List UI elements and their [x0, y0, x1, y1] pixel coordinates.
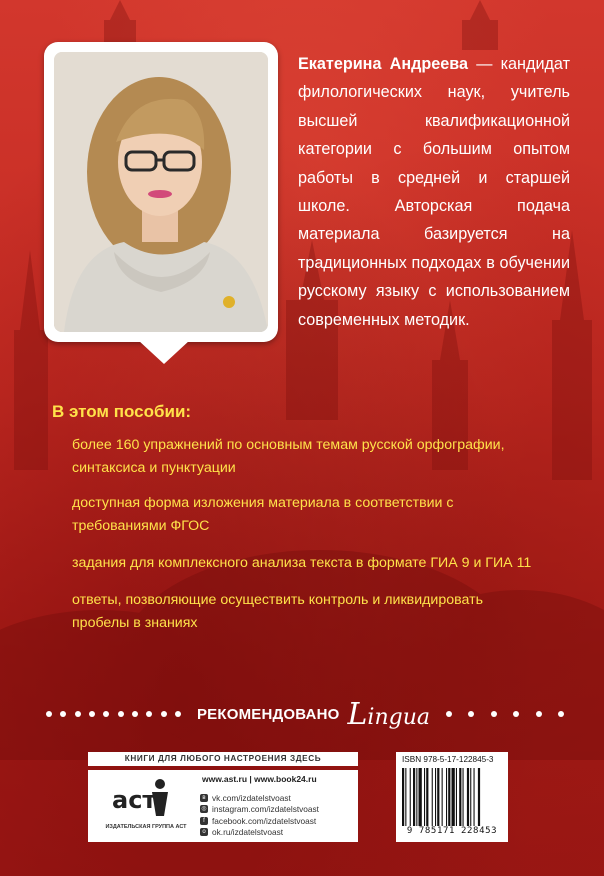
barcode-bar	[413, 768, 415, 826]
barcode-bar	[470, 768, 471, 826]
barcode-bar	[405, 768, 406, 826]
feature-item: более 160 упражнений по основным темам русской орфографии, синтаксиса и пунктуации	[72, 437, 505, 476]
barcode-bar	[446, 768, 447, 826]
barcode-bar	[474, 768, 475, 826]
feature-item: доступная форма изложения материала в соответствии с требованиями ФГОС	[72, 495, 454, 534]
author-photo	[54, 52, 268, 332]
social-link-ok: o ok.ru/izdatelstvoast	[200, 827, 319, 839]
instagram-icon: ◎	[201, 806, 207, 813]
barcode-bar	[424, 768, 425, 826]
isbn-label: ISBN 978-5-17-122845-3	[402, 755, 494, 764]
barcode	[402, 768, 502, 826]
lingua-logo	[348, 697, 431, 732]
isbn-box	[396, 752, 508, 842]
dotted-divider-right	[440, 711, 570, 717]
social-link-vk: в vk.com/izdatelstvoast	[200, 792, 319, 804]
feature-item: ответы, позволяющие осуществить контроль и ликвидировать пробелы в знаниях	[72, 592, 483, 631]
barcode-bar	[402, 768, 404, 826]
barcode-bar	[435, 768, 436, 826]
barcode-bar	[459, 768, 461, 826]
ast-logo	[96, 776, 196, 838]
feature-item: задания для комплексного анализа текста в формате ГИА 9 и ГИА 11	[72, 555, 532, 571]
social-link-instagram: ◎ instagram.com/izdatelstvoast	[201, 804, 319, 815]
publisher-websites: www.ast.ru | www.book24.ru	[202, 774, 317, 784]
features-list	[72, 434, 542, 647]
social-links	[200, 792, 319, 838]
barcode-bar	[463, 768, 464, 826]
features-title: В этом пособии:	[52, 402, 192, 421]
publisher-tagline: КНИГИ ДЛЯ ЛЮБОГО НАСТРОЕНИЯ ЗДЕСЬ	[88, 752, 358, 766]
recommendation-row	[40, 696, 570, 732]
ok-icon: o	[200, 828, 208, 836]
barcode-bar	[432, 768, 433, 826]
barcode-bar	[437, 768, 439, 826]
barcode-digits: 9 785171 228453	[406, 826, 498, 836]
barcode-bar	[442, 768, 443, 826]
lingua-logo-initial: L	[347, 696, 368, 732]
lingua-logo-rest: ingua	[367, 704, 430, 730]
barcode-bar	[456, 768, 457, 826]
barcode-bar	[426, 768, 428, 826]
barcode-bar	[452, 768, 455, 826]
barcode-bar	[416, 768, 417, 826]
vk-icon: в	[200, 794, 208, 802]
barcode-bar	[478, 768, 480, 826]
barcode-bar	[467, 768, 469, 826]
barcode-bar	[448, 768, 450, 826]
barcode-bar	[410, 768, 411, 826]
author-bio-text: — кандидат филологических наук, учитель высшей квалификационной категории с большим опытом работы в средней и старшей школе. Авторская подача материала базируется на традиционных подходах в обучении русскому языку с использованием современных методик.	[298, 55, 570, 329]
author-portrait-illustration	[54, 52, 268, 332]
ast-logo-caption: ИЗДАТЕЛЬСКАЯ ГРУППА АСТ	[105, 824, 187, 830]
author-bio	[298, 50, 570, 334]
author-photo-frame	[44, 42, 278, 342]
publisher-panel	[88, 752, 508, 842]
recommend-label: РЕКОМЕНДОВАНО	[196, 705, 340, 723]
social-link-facebook: f facebook.com/izdatelstvoast	[200, 815, 319, 827]
barcode-bar	[419, 768, 422, 826]
publisher-info-box	[88, 770, 358, 842]
facebook-icon: f	[200, 817, 208, 825]
ast-logo-text: аст	[112, 786, 157, 814]
author-name: Екатерина Андреева	[298, 55, 469, 73]
dotted-divider-left	[40, 711, 187, 717]
